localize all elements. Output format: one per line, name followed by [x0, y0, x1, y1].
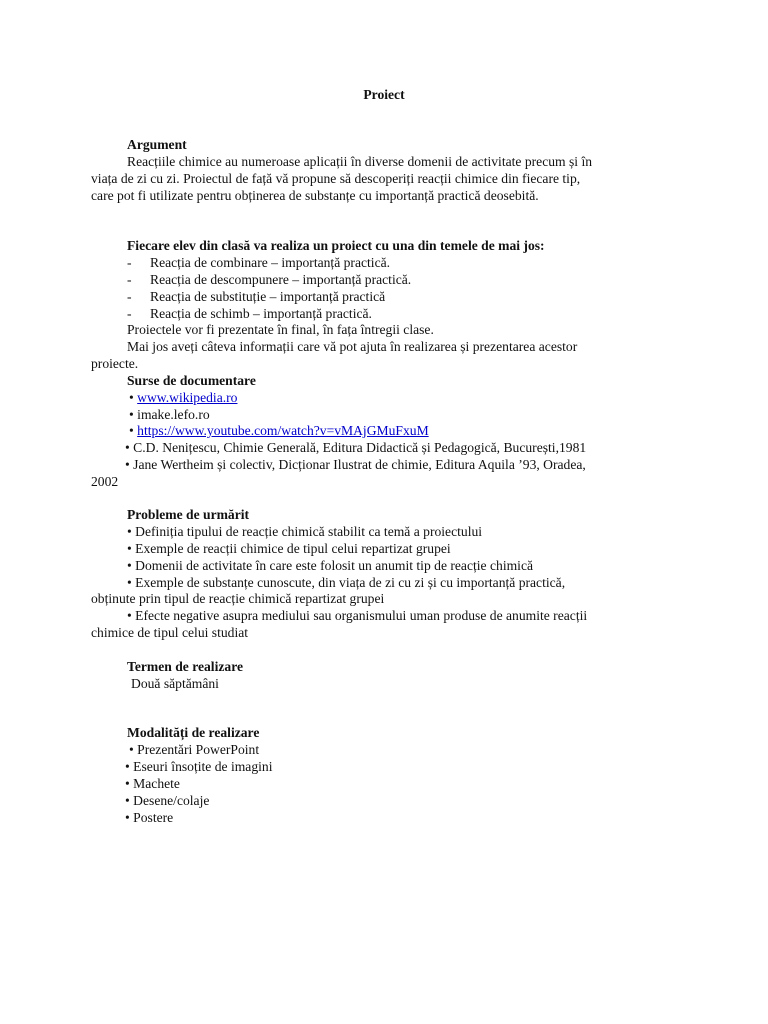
dash-marker: -: [127, 272, 132, 287]
problem-item: [127, 607, 587, 624]
problem-text: Domenii de activitate în care este folosit un anumit tip de reacție chimică: [135, 558, 534, 573]
method-text: Postere: [133, 810, 174, 825]
problem-item: [127, 574, 565, 591]
method-text: Machete: [133, 776, 180, 791]
method-item: [125, 775, 180, 792]
project-line-2: Mai jos aveți câteva informații care vă pot ajuta în realizarea și prezentarea acestor: [127, 339, 578, 354]
bullet: •: [129, 423, 134, 438]
bullet: •: [127, 575, 132, 590]
problem-item: [127, 523, 482, 540]
method-text: Eseuri însoțite de imagini: [133, 759, 273, 774]
method-text: Desene/colaje: [133, 793, 210, 808]
bullet: •: [125, 776, 130, 791]
deadline-heading: Termen de realizare: [127, 659, 244, 674]
method-item: [125, 758, 272, 775]
bullet: •: [125, 793, 130, 808]
method-item: [125, 792, 209, 809]
problem-item: [127, 540, 451, 557]
problems-heading: Probleme de urmărit: [127, 507, 250, 522]
problem-continuation: chimice de tipul celui studiat: [91, 625, 249, 640]
problem-text: Exemple de reacții chimice de tipul celui repartizat grupei: [135, 541, 451, 556]
source-text: C.D. Nenițescu, Chimie Generală, Editura Didactică și Pedagogică, București,1981: [133, 440, 587, 455]
method-text: Prezentări PowerPoint: [137, 742, 260, 757]
bullet: •: [129, 742, 134, 757]
source-item: [125, 456, 586, 473]
project-line-1: Proiectele vor fi prezentate în final, în fața întregii clase.: [127, 322, 434, 337]
sources-heading: Surse de documentare: [127, 373, 256, 388]
problem-text: Efecte negative asupra mediului sau organismului uman produse de anumite reacții: [135, 608, 588, 623]
bullet: •: [127, 558, 132, 573]
source-text: imake.lefo.ro: [137, 407, 210, 422]
topic-text: Reacția de descompunere – importanță practică.: [150, 272, 412, 287]
source-item: [129, 422, 429, 439]
method-item: [125, 809, 173, 826]
source-continuation: 2002: [91, 474, 119, 489]
problem-continuation: obținute prin tipul de reacție chimică repartizat grupei: [91, 591, 385, 606]
problem-item: [127, 557, 533, 574]
youtube-link[interactable]: https://www.youtube.com/watch?v=vMAjGMuFxuM: [137, 423, 429, 438]
topic-text: Reacția de combinare – importanță practică.: [150, 255, 391, 270]
argument-heading: Argument: [127, 137, 187, 152]
argument-line-1: Reacțiile chimice au numeroase aplicații în diverse domenii de activitate precum și în: [127, 154, 593, 169]
bullet: •: [127, 524, 132, 539]
project-line-3: proiecte.: [91, 356, 139, 371]
problem-text: Definiția tipului de reacție chimică stabilit ca temă a proiectului: [135, 524, 483, 539]
bullet: •: [127, 541, 132, 556]
page-title: Proiect: [363, 87, 405, 102]
problem-text: Exemple de substanțe cunoscute, din viața de zi cu zi și cu importanță practică,: [135, 575, 566, 590]
source-text: Jane Wertheim și colectiv, Dicționar Ilustrat de chimie, Editura Aquila ’93, Oradea,: [133, 457, 586, 472]
bullet: •: [125, 759, 130, 774]
dash-marker: -: [127, 306, 132, 321]
argument-line-2: viața de zi cu zi. Proiectul de față vă propune să descoperiți reacții chimice din fiecare tip,: [91, 171, 581, 186]
bullet: •: [125, 457, 130, 472]
method-item: [129, 741, 259, 758]
bullet: •: [127, 608, 132, 623]
methods-heading: Modalități de realizare: [127, 725, 260, 740]
dash-marker: -: [127, 289, 132, 304]
bullet: •: [129, 390, 134, 405]
source-item: [129, 406, 210, 423]
project-heading: Fiecare elev din clasă va realiza un proiect cu una din temele de mai jos:: [127, 238, 545, 253]
source-item: [129, 389, 237, 406]
topic-text: Reacția de schimb – importanță practică.: [150, 306, 372, 321]
dash-marker: -: [127, 255, 132, 270]
argument-line-3: care pot fi utilizate pentru obținerea de substanțe cu importanță practică deosebită.: [91, 188, 539, 203]
bullet: •: [129, 407, 134, 422]
source-item: [125, 439, 586, 456]
bullet: •: [125, 810, 130, 825]
bullet: •: [125, 440, 130, 455]
topic-text: Reacția de substituție – importanță practică: [150, 289, 386, 304]
wikipedia-link[interactable]: www.wikipedia.ro: [137, 390, 238, 405]
deadline-value: Două săptămâni: [131, 676, 219, 691]
